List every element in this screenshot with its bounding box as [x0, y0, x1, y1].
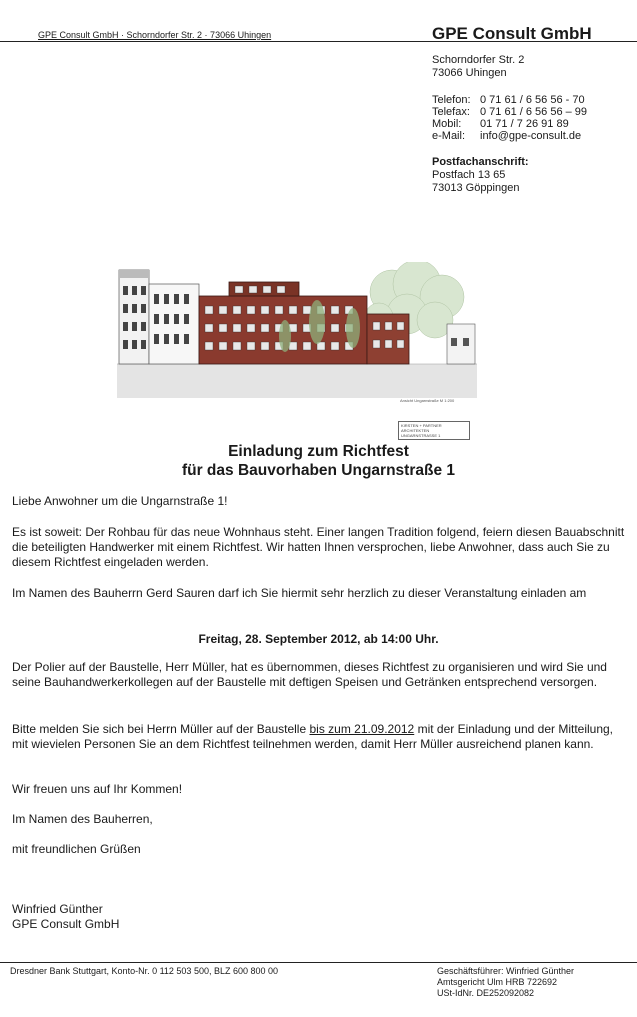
- signer-name: Winfried Günther: [12, 902, 103, 916]
- contact-row: [432, 130, 587, 142]
- salutation: Liebe Anwohner um die Ungarnstraße 1!: [12, 494, 228, 508]
- address-street: Schorndorfer Str. 2: [432, 54, 525, 66]
- signer-company: GPE Consult GmbH: [12, 917, 120, 931]
- contact-row: [432, 106, 587, 118]
- contact-row: [432, 118, 587, 130]
- letter-subtitle: für das Bauvorhaben Ungarnstraße 1: [181, 462, 456, 479]
- email-link[interactable]: info@gpe-consult.de: [480, 130, 582, 142]
- contact-label: Telefax:: [432, 106, 470, 118]
- stamp-line: UNGARNSTRASSE 1: [401, 433, 441, 438]
- contact-value: 0 71 61 / 6 56 56 - 70: [480, 94, 585, 106]
- postbox-city: 73013 Göppingen: [432, 182, 520, 194]
- company-address: [432, 54, 524, 80]
- postbox-heading: Postfachanschrift:: [432, 156, 529, 168]
- footer-rule: [0, 962, 637, 963]
- contact-row: [432, 94, 587, 106]
- registration-text-end: mit der Einladung und der Mitteilung, mit wievielen Personen Sie an dem Richtfest teilnehmen werden, damit Herr Müller ausreichend planen kann.: [12, 722, 614, 751]
- postbox-number: Postfach 13 65: [432, 169, 506, 181]
- figure-caption: Ansicht Ungarnstraße M 1:200: [400, 398, 455, 403]
- paragraph-intro: Es ist soweit: Der Rohbau für das neue Wohnhaus steht. Einer langen Tradition folgend, feiern diesen Bauabschnitt die beteiligten Handwerker mit einem Richtfest. Wir hatten Ihnen versprochen, liebe Anwohner, dass auch Sie zu diesem Richtfest eingeladen werden.: [12, 525, 625, 569]
- managing-director: Geschäftsführer: Winfried Günther: [437, 966, 575, 976]
- letter-title: Einladung zum Richtfest: [228, 443, 409, 460]
- stamp-line: ARCHITEKTEN: [401, 428, 430, 433]
- company-registration: [437, 966, 574, 999]
- paragraph-invitation: Im Namen des Bauherrn Gerd Sauren darf ich Sie hiermit sehr herzlich zu dieser Veranstaltung einladen am: [12, 586, 587, 600]
- contact-label: e-Mail:: [432, 130, 466, 142]
- closing-line-2: Im Namen des Bauherren,: [12, 812, 153, 826]
- bank-details: Dresdner Bank Stuttgart, Konto-Nr. 0 112 503 500, BLZ 600 800 00: [10, 966, 279, 976]
- closing-line-3: mit freundlichen Grüßen: [12, 842, 141, 856]
- architect-stamp: [398, 421, 470, 440]
- event-date: Freitag, 28. September 2012, ab 14:00 Uhr.: [198, 632, 439, 646]
- closing-line-1: Wir freuen uns auf Ihr Kommen!: [12, 782, 183, 796]
- registration-text: Bitte melden Sie sich bei Herrn Müller auf der Baustelle: [12, 722, 310, 736]
- contact-label: Telefon:: [432, 94, 471, 106]
- paragraph-registration: [12, 722, 630, 752]
- contact-label: Mobil:: [432, 118, 462, 130]
- building-elevation-illustration: [117, 262, 477, 398]
- contact-value: 0 71 61 / 6 56 56 – 99: [480, 106, 588, 118]
- address-city: 73066 Uhingen: [432, 67, 507, 79]
- trade-register: Amtsgericht Ulm HRB 722692: [437, 977, 558, 987]
- contact-block: [432, 94, 587, 142]
- vat-id: USt-IdNr. DE252092082: [437, 988, 535, 998]
- paragraph-organizer: Der Polier auf der Baustelle, Herr Müller, hat es übernommen, dieses Richtfest zu organisieren und wird Sie und seine Bauhandwerkerkollegen auf der Baustelle mit deftigen Speisen und Getränken entsprechend versorgen.: [12, 660, 607, 689]
- stamp-line: KIRSTEN + PARTNER: [401, 423, 442, 428]
- contact-value: 01 71 / 7 26 91 89: [480, 118, 569, 130]
- sender-return-line: GPE Consult GmbH · Schorndorfer Str. 2 · 73066 Uhingen: [38, 30, 272, 40]
- company-name: GPE Consult GmbH: [432, 24, 592, 43]
- postbox-block: [432, 156, 529, 195]
- registration-deadline: bis zum 21.09.2012: [309, 722, 415, 736]
